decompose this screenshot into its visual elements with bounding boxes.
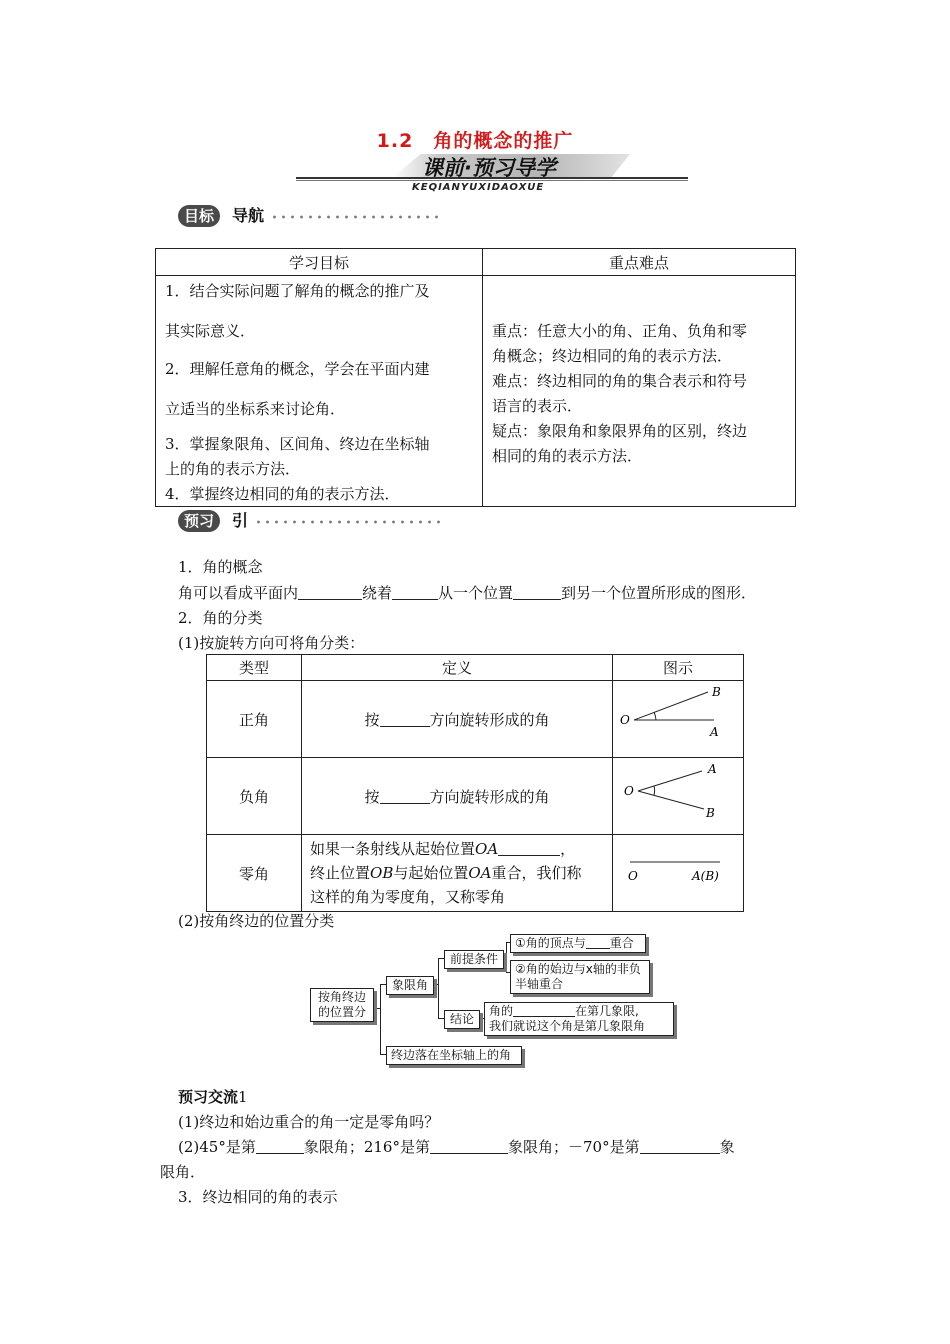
col-header-figure: 图示 <box>613 655 744 681</box>
section-goals-pill: 目标 <box>178 205 220 227</box>
definition-zero: 如果一条射线从起始位置OA ， 终止位置OB与起始位置OA重合，我们称 这样的角为零度角，又称零角 <box>302 835 613 912</box>
figure-negative-angle <box>613 758 744 835</box>
label-B: B <box>706 806 715 820</box>
flow-root-box: 按角终边 的位置分 <box>310 988 374 1022</box>
flow-premise-box: 前提条件 <box>444 950 504 969</box>
label-O: O <box>624 784 634 798</box>
table-row <box>207 681 744 758</box>
heading-concept: 1．角的概念 <box>178 558 263 576</box>
question-1: (1)终边和始边重合的角一定是零角吗？ <box>178 1113 440 1131</box>
goals-cell <box>156 276 483 507</box>
col-header-type: 类型 <box>207 655 302 681</box>
type-positive: 正角 <box>207 681 302 758</box>
goal-line: 4．掌握终边相同的角的表示方法． <box>165 485 400 503</box>
goal-line: 其实际意义． <box>165 322 256 340</box>
classification-flowchart <box>308 930 688 1068</box>
flow-condition-2: ②角的始边与x轴的非负 半轴重合 <box>510 960 650 994</box>
table-row <box>207 758 744 835</box>
keypoints-header: 重点难点 <box>483 249 796 276</box>
negative-angle-figure <box>616 759 740 829</box>
positive-angle-figure <box>616 682 740 752</box>
zero-angle-figure <box>616 836 740 906</box>
keypoints-cell <box>483 276 796 507</box>
banner-pinyin: KEQIANYUXIDAOXUE <box>412 182 545 193</box>
figure-positive-angle <box>613 681 744 758</box>
fill-blank[interactable] <box>498 841 560 856</box>
col-header-definition: 定义 <box>302 655 613 681</box>
label-O: O <box>628 869 638 883</box>
heading-coterminal: 3．终边相同的角的表示 <box>178 1188 338 1206</box>
label-O: O <box>620 713 630 727</box>
figure-zero-angle <box>613 835 744 912</box>
definition-negative: 按 方向旋转形成的角 <box>302 758 613 835</box>
heading-classification: 2．角的分类 <box>178 609 263 627</box>
paragraph-concept: 角可以看成平面内 绕着 从一个位置 到另一个位置所形成的图形． <box>178 584 757 602</box>
keypoint-line: 角概念；终边相同的角的表示方法． <box>492 347 733 365</box>
table-row <box>207 835 744 912</box>
connector <box>506 942 507 972</box>
type-zero: 零角 <box>207 835 302 912</box>
question-2: (2)45°是第 象限角；216°是第 象限角；－70°是第 象 <box>178 1138 735 1156</box>
goals-header: 学习目标 <box>156 249 483 276</box>
label-A-B: A(B) <box>692 869 719 883</box>
goal-line: 2．理解任意角的概念，学会在平面内建 <box>165 360 430 378</box>
keypoint-line: 语言的表示． <box>492 397 583 415</box>
section-goals-label: 导航 <box>232 206 265 225</box>
fill-blank[interactable] <box>256 1139 304 1154</box>
section-banner <box>296 152 688 193</box>
section-preview-header <box>178 508 440 534</box>
keypoint-line: 疑点：象限角和象限界角的区别，终边 <box>492 422 748 440</box>
fill-blank[interactable] <box>640 1139 720 1154</box>
keypoint-line: 重点：任意大小的角、正角、负角和零 <box>492 322 748 340</box>
label-A: A <box>710 725 719 739</box>
preview-exchange-title: 预习交流1 <box>178 1088 248 1106</box>
flow-axis-box: 终边落在坐标轴上的角 <box>386 1046 522 1065</box>
fill-blank[interactable] <box>392 585 438 600</box>
fill-blank[interactable] <box>430 1139 508 1154</box>
section-goals-header <box>178 203 440 229</box>
dotted-divider <box>270 213 440 221</box>
section-preview-label: 引 <box>232 511 249 530</box>
sub-heading-terminal-side: (2)按角终边的位置分类 <box>178 912 335 930</box>
fill-blank[interactable] <box>513 585 561 600</box>
fill-blank[interactable] <box>380 789 430 804</box>
fill-blank[interactable] <box>586 937 610 949</box>
label-B: B <box>712 685 721 699</box>
connector <box>438 958 439 1018</box>
dotted-divider <box>254 518 440 526</box>
flow-quadrant-box: 象限角 <box>386 976 434 995</box>
definition-positive: 按 方向旋转形成的角 <box>302 681 613 758</box>
goal-line: 1．结合实际问题了解角的概念的推广及 <box>165 282 430 300</box>
flow-conclusion-text: 角的 在第几象限, 我们就说这个角是第几象限角 <box>484 1002 674 1036</box>
connector <box>380 984 381 1054</box>
section-preview-pill: 预习 <box>178 510 220 532</box>
type-negative: 负角 <box>207 758 302 835</box>
angle-classification-table <box>206 654 744 912</box>
page-title: 1.2 角的概念的推广 <box>376 130 574 152</box>
goal-line: 上的角的表示方法． <box>165 460 301 478</box>
fill-blank[interactable] <box>298 585 362 600</box>
fill-blank[interactable] <box>380 712 430 727</box>
goal-line: 3．掌握象限角、区间角、终边在坐标轴 <box>165 435 430 453</box>
flow-conclusion-box: 结论 <box>444 1010 480 1029</box>
question-2-continued: 限角． <box>160 1163 206 1181</box>
banner-text: 课前·预习导学 <box>422 156 556 180</box>
goal-line: 立适当的坐标系来讨论角． <box>165 400 346 418</box>
goals-table <box>155 248 796 507</box>
keypoint-line: 难点：终边相同的角的集合表示和符号 <box>492 372 748 390</box>
label-A: A <box>708 762 717 776</box>
flow-condition-1: ①角的顶点与 重合 <box>510 934 646 953</box>
sub-heading-direction: (1)按旋转方向可将角分类： <box>178 634 365 652</box>
keypoint-line: 相同的角的表示方法． <box>492 447 643 465</box>
fill-blank[interactable] <box>513 1005 575 1017</box>
